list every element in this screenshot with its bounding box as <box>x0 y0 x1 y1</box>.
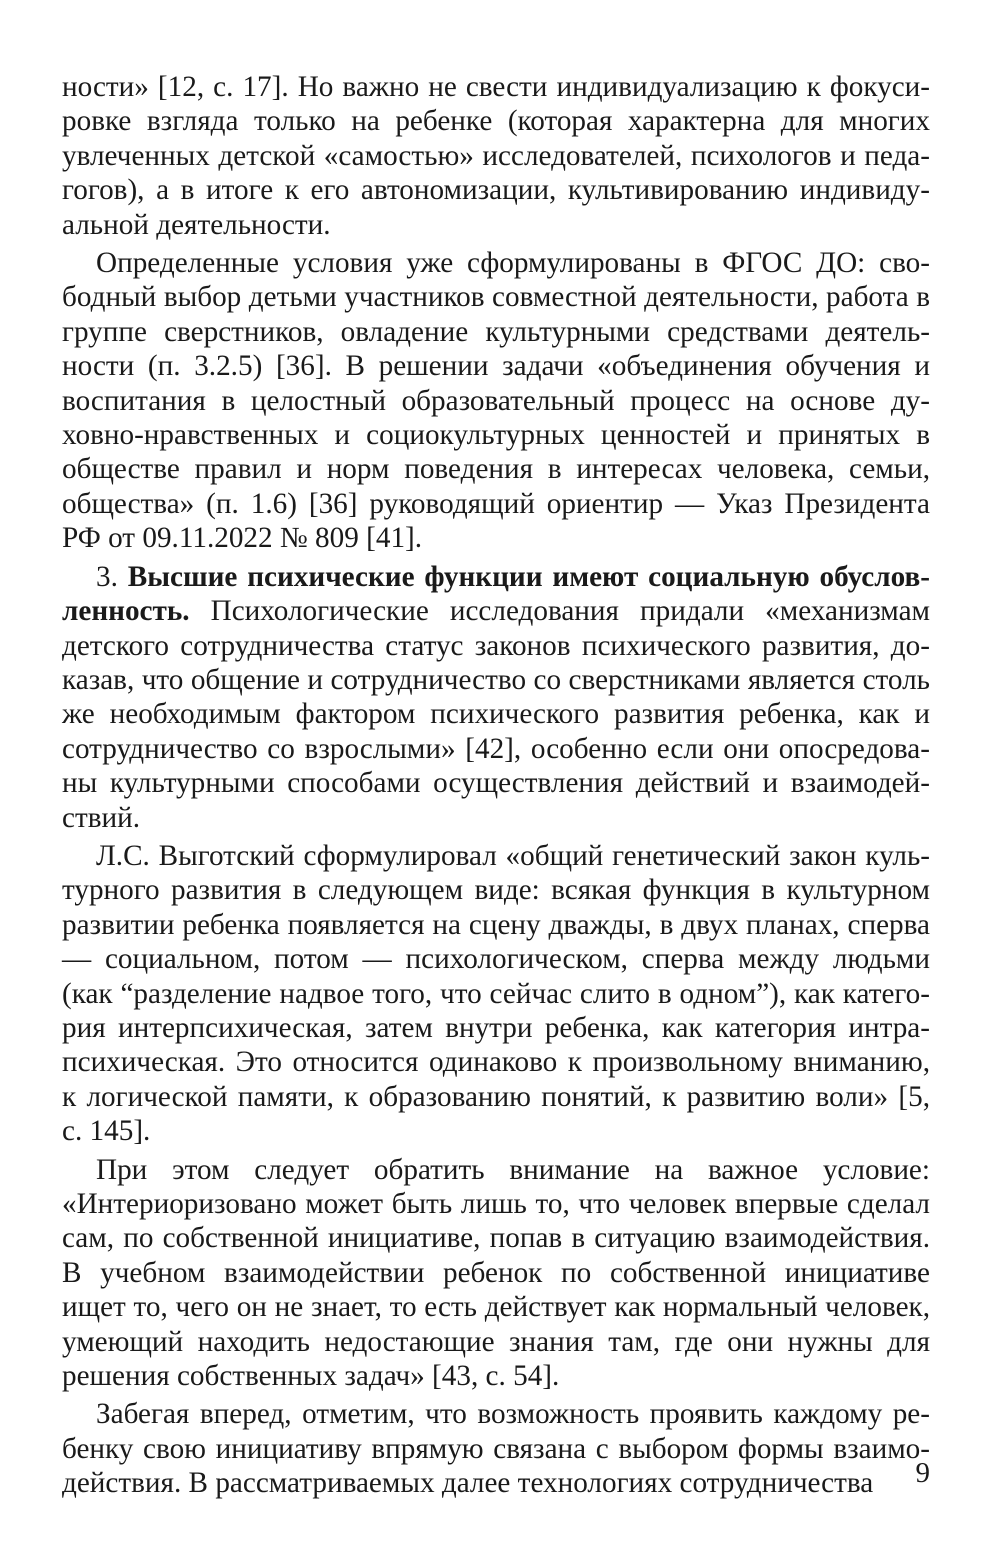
bold-thesis: Высшие психические функции имеют социальную обусловленность. <box>62 560 930 628</box>
paragraph-3-text: Психологические исследования придали «механизмам детского сотрудничества статус законов психического развития, доказав, что общение и сотрудничество со сверстниками является столь же необходимым фактором психического развития ребенка, как и сотрудничество со взрослыми» [42], особенно если они опосредованы культурными способами осуществления действий и взаимодействий. <box>62 595 930 834</box>
paragraph-numbered-3 <box>62 560 930 835</box>
paragraph-initiative: Забегая вперед, отметим, что возможность проявить каждому ребенку свою инициативу впрямую связана с выбором формы взаимодействия. В рассматриваемых далее технологиях сотрудничества <box>62 1398 930 1500</box>
page-number: 9 <box>915 1457 930 1489</box>
paragraph-interiorization: При этом следует обратить внимание на важное условие: «Интериоризовано может быть лишь то, что человек впервые сделал сам, по собственной инициативе, попав в ситуацию взаимодействия. В учебном взаимодействии ребенок по собственной инициативе ищет то, чего он не знает, то есть действует как нормальный человек, умеющий находить недостающие знания там, где они нужны для решения собственных задач» [43, с. 54]. <box>62 1153 930 1393</box>
page-body <box>62 70 930 1501</box>
paragraph-continuation: ности» [12, с. 17]. Но важно не свести индивидуализацию к фокусировке взгляда только на ребенке (которая характерна для многих увлеченных детской «самостью» исследователей, психологов и педагогов), а в итоге к его автономизации, культивированию индивидуальной деятельности. <box>62 71 930 241</box>
list-number: 3. <box>96 560 118 593</box>
paragraph-vygotsky-law: Л.С. Выготский сформулировал «общий генетический закон культурного развития в следующем виде: всякая функция в культурном развитии ребенка появляется на сцену дважды, в двух планах, сперва — социальном, потом — психологическом, сперва между людьми (как “разделение надвое того, что сейчас слито в одном”), как категория интерпсихическая, затем внутри ребенка, как категория интрапсихическая. Это относится одинаково к произвольному вниманию, к логической памяти, к образованию понятий, к развитию воли» [5, с. 145]. <box>62 839 930 1148</box>
paragraph-fgos-conditions: Определенные условия уже сформулированы в ФГОС ДО: свободный выбор детьми участников совместной деятельности, работа в группе сверстников, овладение культурными средствами деятельности (п. 3.2.5) [36]. В решении задачи «объединения обучения и воспитания в целостный образовательный процесс на основе духовно-нравственных и социокультурных ценностей и принятых в обществе правил и норм поведения в интересах человека, семьи, общества» (п. 1.6) [36] руководящий ориентир — Указ Президента РФ от 09.11.2022 № 809 [41]. <box>62 247 930 555</box>
